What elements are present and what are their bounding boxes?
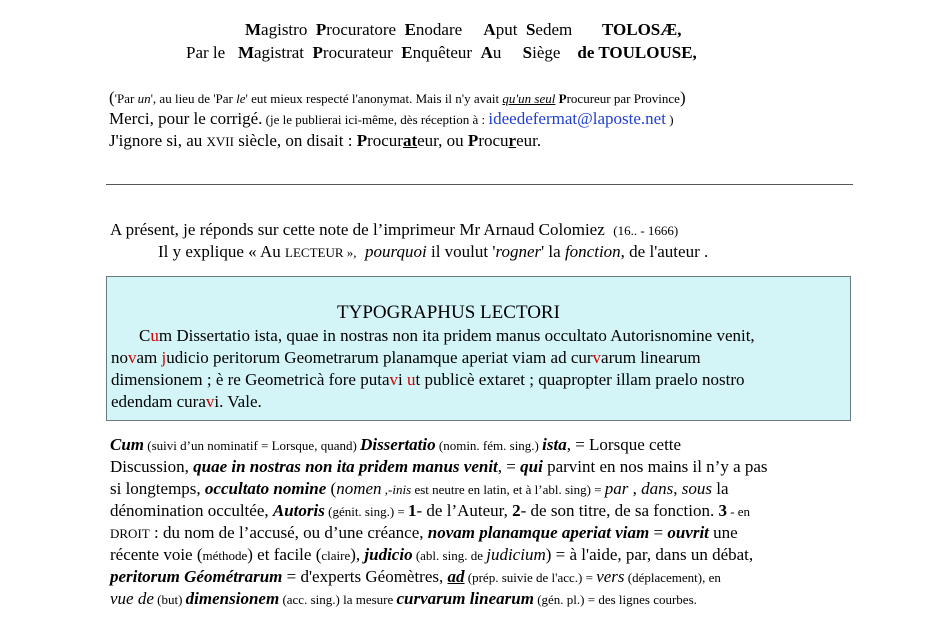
latin-text: am xyxy=(136,348,162,367)
note-letter-p: P xyxy=(467,131,479,150)
note-letter-p: P xyxy=(356,131,368,150)
note-line-2 xyxy=(109,109,674,129)
intro-dates: (16.. - 1666) xyxy=(613,223,679,238)
intro-text: , de l'auteur . xyxy=(620,242,709,261)
intro-rogner: rogner xyxy=(495,242,542,261)
header-letter: S xyxy=(522,43,533,62)
latin-text: m Dissertatio ista, quae in nostras non ita pridem manus occultato Autorisnomine venit, xyxy=(158,326,755,345)
note-century: XVII xyxy=(206,134,234,149)
gloss-line-8 xyxy=(110,589,697,609)
note-line-1 xyxy=(109,88,686,108)
gloss-text: = d'experts Géomètres, xyxy=(282,567,448,586)
gloss-meaning: vers xyxy=(596,567,625,586)
gloss-text: = xyxy=(649,523,668,542)
gloss-line-7 xyxy=(110,567,721,587)
header-french-line xyxy=(186,43,697,63)
gloss-term: Autoris xyxy=(272,501,325,520)
note-text: eur. xyxy=(516,131,542,150)
gloss-line-1 xyxy=(110,435,681,455)
paren: ( xyxy=(109,88,115,107)
header-letter: E xyxy=(401,43,413,62)
gloss-meaning: sous xyxy=(681,479,713,498)
header-word: nodare xyxy=(415,20,463,39)
note-text: 'Par xyxy=(114,91,138,106)
latin-text: i. Vale. xyxy=(214,392,262,411)
header-word: u xyxy=(492,43,502,62)
gloss-text: : du nom de l’accusé, ou d’une créance, xyxy=(149,523,428,542)
gloss-term: occultato nomine xyxy=(204,479,327,498)
gloss-term: judicio xyxy=(364,545,413,564)
header-word: rocuratore xyxy=(326,20,397,39)
gloss-number: 2 xyxy=(512,501,521,520)
gloss-term: nomen xyxy=(336,479,382,498)
header-latin-line xyxy=(245,20,682,40)
header-letter: S xyxy=(525,20,536,39)
gloss-meaning: par , dans xyxy=(604,479,674,498)
gloss-grammar: (acc. sing.) la mesure xyxy=(279,592,397,607)
gloss-term: dimensionem xyxy=(185,589,280,608)
note-text: (je le publierai ici-même, dès réception à : xyxy=(262,112,489,127)
gloss-term: curvarum linearum xyxy=(396,589,534,608)
note-text: ' eut mieux respecté l'anonymat. Mais il n'y avait xyxy=(245,91,503,106)
gloss-text: - de son titre, de sa fonction. xyxy=(520,501,719,520)
note-text: eur, ou xyxy=(417,131,468,150)
gloss-text: , = xyxy=(497,457,521,476)
gloss-line-5 xyxy=(110,523,738,543)
header-letter: M xyxy=(245,20,262,39)
gloss-number: 1 xyxy=(408,501,417,520)
header-letter: E xyxy=(404,20,416,39)
gloss-meaning: vue de xyxy=(110,589,154,608)
gloss-term: Cum xyxy=(110,435,145,454)
latin-red-letter: v xyxy=(389,370,398,389)
gloss-droit: DROIT xyxy=(110,526,150,541)
gloss-term: quae in nostras non ita pridem manus venit xyxy=(193,457,498,476)
gloss-term: peritorum Géométrarum xyxy=(110,567,283,586)
latin-red-letter: u xyxy=(406,370,416,389)
latin-text: C xyxy=(139,326,151,345)
note-text: rocureur par Province xyxy=(566,91,680,106)
gloss-text: Discussion, xyxy=(110,457,194,476)
note-text: siècle, on disait : xyxy=(233,131,357,150)
header-word: edem xyxy=(535,20,573,39)
latin-red-letter: j xyxy=(161,348,167,367)
gloss-term: Dissertatio xyxy=(360,435,436,454)
latin-line-1 xyxy=(139,326,755,346)
gloss-term: judicium xyxy=(486,545,546,564)
intro-fonction: fonction xyxy=(564,242,621,261)
gloss-grammar: (but) xyxy=(153,592,186,607)
gloss-text: dénomination occultée, xyxy=(110,501,273,520)
intro-text: A présent, je réponds sur cette note de l’imprimeur Mr Arnaud Colomiez xyxy=(110,220,605,239)
latin-text: udicio peritorum Geometrarum planamque aperiat viam ad cur xyxy=(166,348,593,367)
header-letter: P xyxy=(315,20,327,39)
latin-red-letter: u xyxy=(150,326,159,345)
header-city-latin: TOLOSÆ, xyxy=(601,20,682,39)
latin-line-3 xyxy=(111,370,745,390)
gloss-term: ouvrit xyxy=(667,523,709,542)
header-word: nquêteur xyxy=(412,43,473,62)
intro-lecteur: LECTEUR », xyxy=(285,245,357,260)
gloss-grammar: (suivi d’un nominatif = Lorsque, quand) xyxy=(144,438,361,453)
gloss-grammar: (nomin. fém. sing.) xyxy=(435,438,543,453)
latin-text: edendam cura xyxy=(111,392,206,411)
gloss-text: , = Lorsque cette xyxy=(566,435,682,454)
gloss-text: si longtemps, xyxy=(110,479,205,498)
gloss-grammar: (abl. sing. de xyxy=(412,548,487,563)
latin-line-2 xyxy=(111,348,701,368)
gloss-line-2 xyxy=(110,457,768,477)
latin-red-letter: v xyxy=(128,348,137,367)
note-text: rocur xyxy=(367,131,403,150)
gloss-term: novam planamque aperiat viam xyxy=(427,523,650,542)
gloss-grammar: (prép. suivie de l'acc.) = xyxy=(464,570,597,585)
intro-line-1 xyxy=(110,220,678,240)
gloss-grammar: (génit. sing.) = xyxy=(324,504,409,519)
intro-text: il voulut ' xyxy=(426,242,496,261)
note-emph-r: r xyxy=(508,131,517,150)
gloss-line-6 xyxy=(110,545,753,565)
note-text: ', au lieu de 'Par xyxy=(150,91,237,106)
note-letter-p: P xyxy=(558,91,567,106)
note-text: ) xyxy=(665,112,674,127)
header-letter: M xyxy=(237,43,254,62)
gloss-grammar: ,- xyxy=(381,482,393,497)
intro-line-2 xyxy=(158,242,708,262)
gloss-text: récente voie ( xyxy=(110,545,203,564)
gloss-grammar: inis xyxy=(392,482,412,497)
note-word-un: un xyxy=(137,91,151,106)
header-word: Par le xyxy=(186,43,226,62)
gloss-text: ) et facile ( xyxy=(247,545,322,564)
email-link[interactable]: ideedefermat@laposte.net xyxy=(488,109,666,128)
header-letter: A xyxy=(483,20,496,39)
note-text: rocu xyxy=(478,131,509,150)
latin-text: no xyxy=(111,348,128,367)
intro-pourquoi: pourquoi xyxy=(365,242,427,261)
gloss-text: ( xyxy=(326,479,337,498)
header-word: iège xyxy=(532,43,561,62)
gloss-grammar: - en xyxy=(726,504,751,519)
horizontal-rule xyxy=(106,184,853,185)
gloss-text: ), xyxy=(350,545,365,564)
gloss-text: la xyxy=(712,479,729,498)
gloss-text: ) = à l'aide, par, dans un débat, xyxy=(545,545,754,564)
latin-quote-box xyxy=(106,276,851,421)
gloss-text: - de l’Auteur, xyxy=(416,501,513,520)
gloss-text: parvint en nos mains il n’y a pas xyxy=(542,457,768,476)
header-letter: A xyxy=(480,43,493,62)
header-word: rocurateur xyxy=(322,43,393,62)
note-line-3 xyxy=(109,131,541,151)
gloss-grammar: (déplacement), en xyxy=(624,570,721,585)
gloss-grammar: est neutre en latin, et à l’abl. sing) = xyxy=(411,482,605,497)
gloss-text: une xyxy=(708,523,738,542)
paren: ) xyxy=(679,88,686,107)
latin-text: arum linearum xyxy=(601,348,701,367)
gloss-grammar: claire xyxy=(321,548,351,563)
gloss-term: qui xyxy=(520,457,543,476)
gloss-number: 3 xyxy=(718,501,727,520)
header-word: put xyxy=(495,20,518,39)
latin-red-letter: v xyxy=(592,348,602,367)
header-word: agistro xyxy=(261,20,308,39)
header-word: agistrat xyxy=(253,43,305,62)
note-quun-seul: qu'un seul xyxy=(502,91,556,106)
note-text: J'ignore si, au xyxy=(109,131,207,150)
header-letter: P xyxy=(312,43,323,62)
latin-title: TYPOGRAPHUS LECTORI xyxy=(337,302,560,323)
gloss-line-3 xyxy=(110,479,729,499)
gloss-term: ad xyxy=(447,567,465,586)
gloss-term: ista xyxy=(542,435,567,454)
latin-red-letter: v xyxy=(205,392,215,411)
latin-text: t publicè extaret ; quapropter illam praelo nostro xyxy=(415,370,745,389)
note-emph-at: at xyxy=(402,131,418,150)
latin-line-4 xyxy=(111,392,262,412)
header-city-french: de TOULOUSE, xyxy=(577,43,697,62)
latin-text: dimensionem ; è re Geometricà fore puta xyxy=(111,370,390,389)
intro-text: ' la xyxy=(541,242,565,261)
note-thanks: Merci, pour le corrigé. xyxy=(109,109,263,128)
intro-text: Il y explique « Au xyxy=(158,242,286,261)
gloss-grammar: méthode xyxy=(202,548,248,563)
gloss-grammar: (gén. pl.) = des lignes courbes. xyxy=(533,592,697,607)
note-word-le: le xyxy=(236,91,246,106)
gloss-line-4 xyxy=(110,501,750,521)
gloss-text: , xyxy=(673,479,682,498)
latin-text: i xyxy=(398,370,407,389)
